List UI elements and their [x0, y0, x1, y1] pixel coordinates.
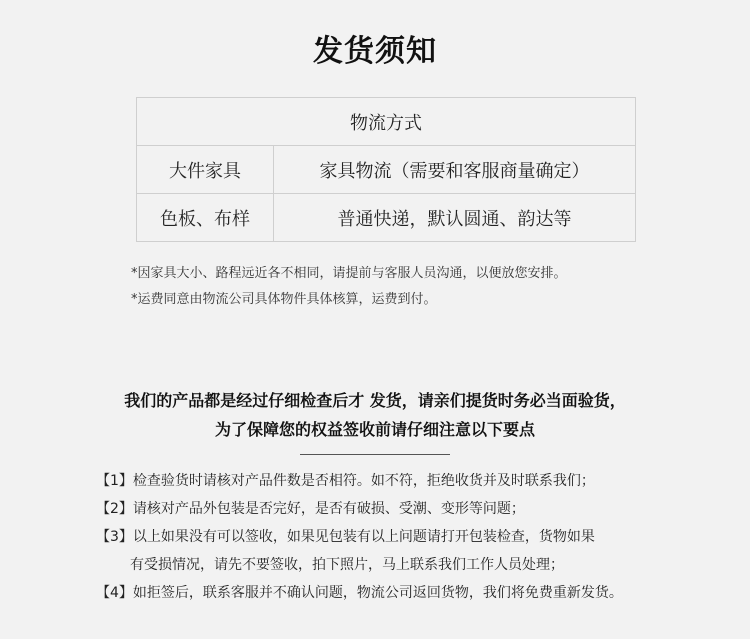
inspection-notice	[0, 386, 750, 444]
table-cell-type: 色板、布样	[137, 194, 274, 242]
table-header: 物流方式	[137, 98, 636, 146]
inspection-items	[96, 467, 623, 607]
table-cell-method: 普通快递，默认圆通、韵达等	[274, 194, 636, 242]
list-item: 【3】以上如果没有可以签收，如果见包装有以上问题请打开包装检查，货物如果	[96, 529, 595, 545]
list-item: 【4】如拒签后，联系客服并不确认问题，物流公司返回货物，我们将免费重新发货。	[96, 585, 623, 601]
note-line: *运费同意由物流公司具体物件具体核算，运费到付。	[131, 292, 437, 307]
note-line: *因家具大小、路程远近各不相同，请提前与客服人员沟通，以便放您安排。	[131, 266, 567, 281]
table-cell-type: 大件家具	[137, 146, 274, 194]
notes	[131, 261, 567, 313]
shipping-method-table	[136, 97, 636, 242]
table-row	[137, 146, 636, 194]
table-cell-method: 家具物流（需要和客服商量确定）	[274, 146, 636, 194]
list-item-continuation: 有受损情况，请先不要签收，拍下照片，马上联系我们工作人员处理；	[130, 557, 564, 573]
divider	[300, 454, 450, 455]
notice-line: 为了保障您的权益签收前请仔细注意以下要点	[214, 420, 535, 439]
list-item: 【2】请核对产品外包装是否完好，是否有破损、受潮、变形等问题；	[96, 501, 525, 517]
page-title: 发货须知	[313, 34, 437, 69]
notice-line: 我们的产品都是经过仔细检查后才 发货，请亲们提货时务必当面验货，	[124, 391, 626, 410]
list-item: 【1】检查验货时请核对产品件数是否相符。如不符，拒绝收货并及时联系我们；	[96, 473, 595, 489]
table-row	[137, 194, 636, 242]
